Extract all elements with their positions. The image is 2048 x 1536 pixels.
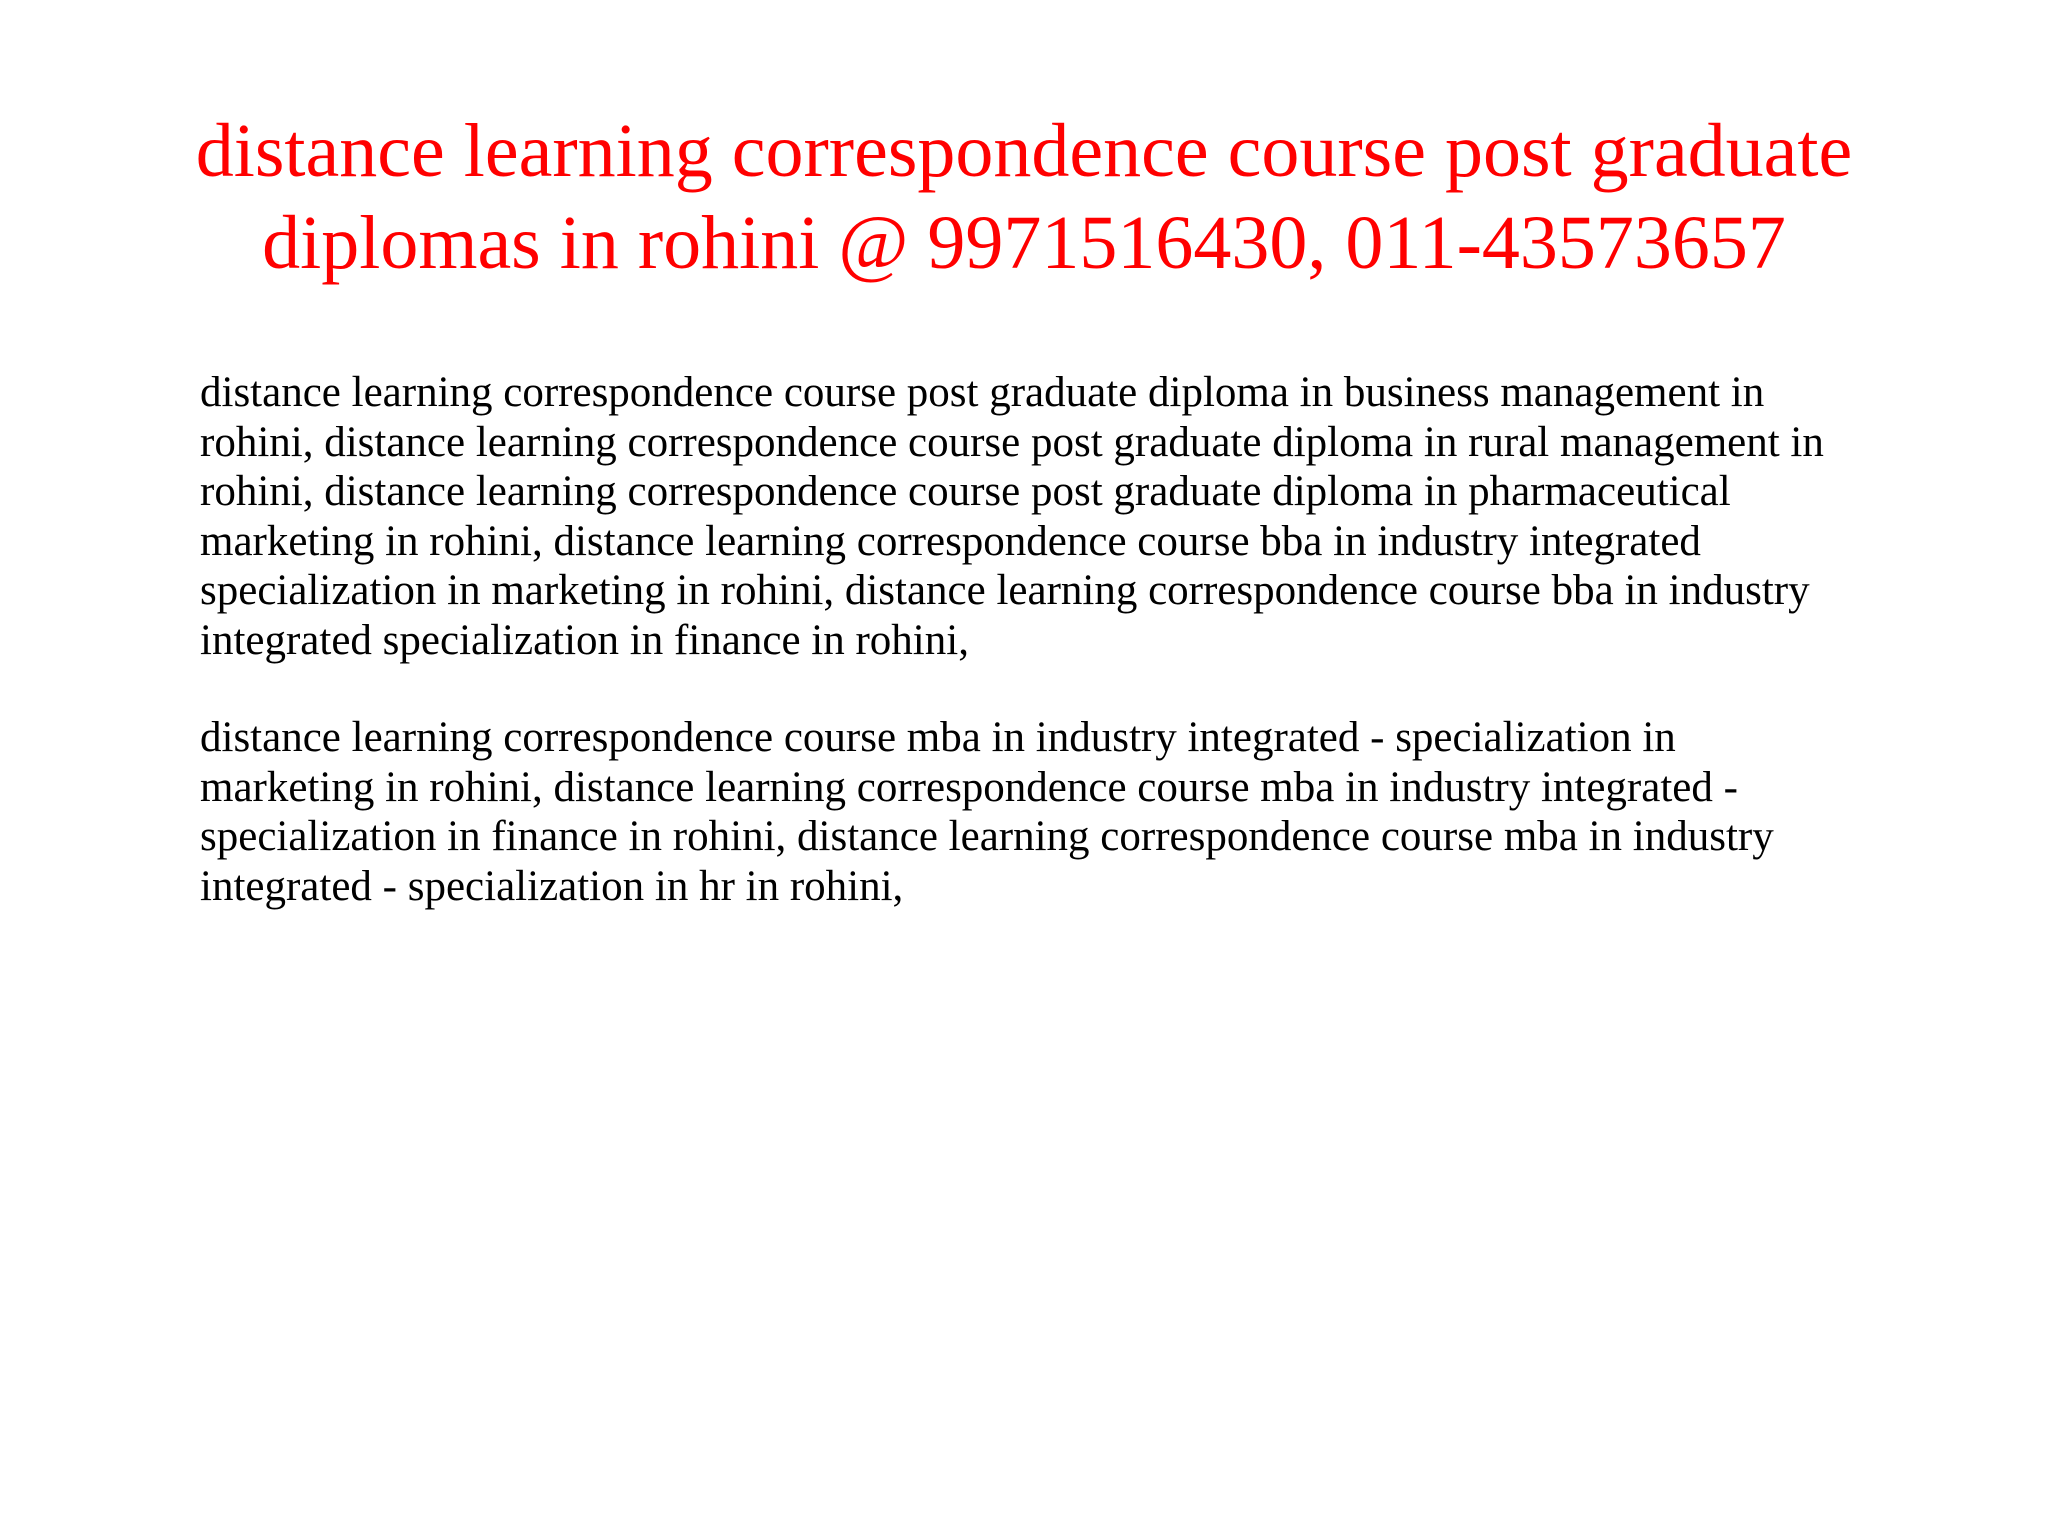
body-paragraph-2: distance learning correspondence course mba in industry integrated - specialization in marketing in rohini, distance learning correspondence course mba in industry integrated - specialization in finance in rohini, distance learning correspondence course mba in industry integrated - specialization in hr in rohini,: [200, 714, 1774, 910]
body-paragraph-1: distance learning correspondence course post graduate diploma in business management in rohini, distance learning correspondence course post graduate diploma in rural management in rohini, distance learning correspondence course post graduate diploma in pharmaceutical marketing in rohini, distance learning correspondence course bba in industry integrated specialization in marketing in rohini, distance learning correspondence course bba in industry integrated specialization in finance in rohini,: [200, 369, 1824, 664]
slide-title: distance learning correspondence course post graduate diplomas in rohini @ 9971516430, 011-43573657: [195, 109, 1853, 285]
slide-body: [200, 368, 1940, 959]
